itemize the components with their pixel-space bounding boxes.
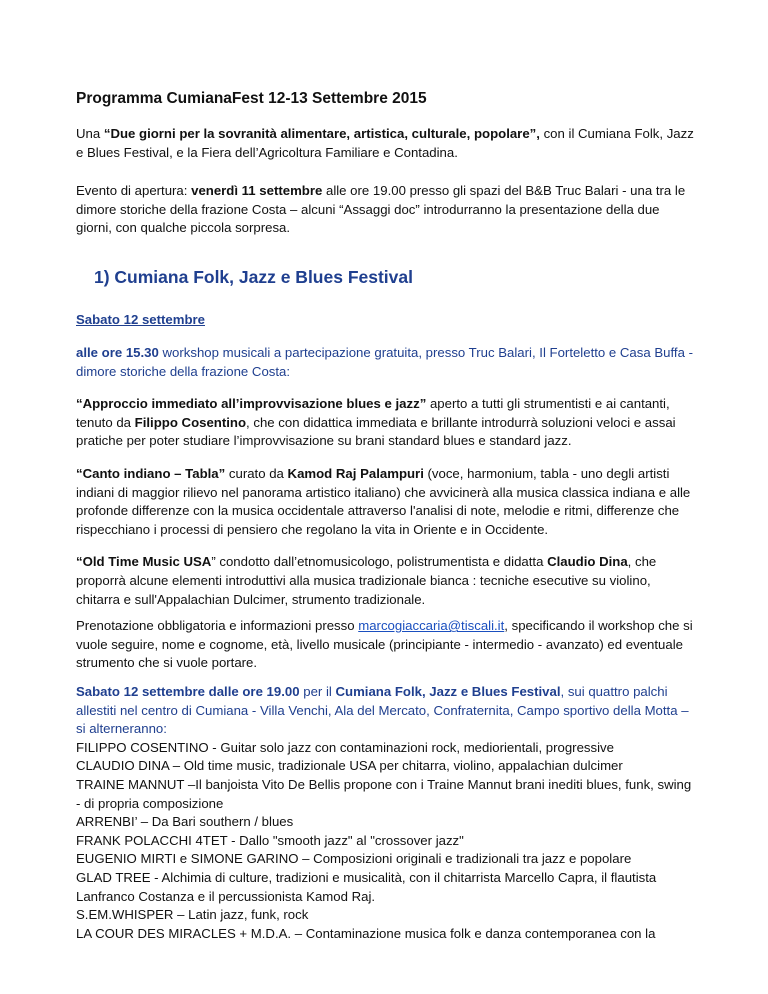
festival-name: Cumiana Folk, Jazz e Blues Festival <box>335 684 561 699</box>
workshop-teacher: Kamod Raj Palampuri <box>287 465 424 481</box>
workshop-item <box>76 553 696 609</box>
section-subheading: Sabato 12 settembre <box>76 312 205 327</box>
workshops-time: alle ore 15.30 <box>76 345 159 360</box>
lineup-item: ARRENBI’ – Da Bari southern / blues <box>76 814 294 830</box>
booking-email-link[interactable]: marcogiaccaria@tiscali.it <box>358 618 505 634</box>
workshop-mid: aperto a tutti gli strumentisti e ai cantanti, tenuto da <box>76 396 670 430</box>
lineup-list <box>76 739 696 944</box>
workshop-desc: , che con didattica immediata e brillante introdurrà soluzioni veloci e assai pratiche per poter studiare l’improvvisazione su brani standard blues e standard jazz. <box>76 414 676 449</box>
workshop-teacher: Filippo Cosentino <box>134 414 247 430</box>
lineup-item: FRANK POLACCHI 4TET - Dallo "smooth jazz" al "crossover jazz" <box>76 832 464 848</box>
workshops-desc: workshop musicali a partecipazione gratuita, presso Truc Balari, Il Forteletto e Casa Buffa - dimore storiche della frazione Costa: <box>76 345 693 379</box>
opening-date: venerdì 11 settembre <box>191 183 323 198</box>
booking-paragraph <box>76 617 696 673</box>
section-heading: 1) Cumiana Folk, Jazz e Blues Festival <box>94 267 413 287</box>
opening-post: alle ore 19.00 presso gli spazi del B&B Truc Balari - una tra le dimore storiche della frazione Costa – alcuni “Assaggi doc” introdurranno la presentazione della due giorni, con qualche piccola sorpresa. <box>76 183 686 236</box>
page-title: Programma CumianaFest 12-13 Settembre 2015 <box>76 90 427 107</box>
workshop-desc: (voce, harmonium, tabla - uno degli artisti indiani di maggior rilievo nel panorama artistico italiano) che avvicinerà alla musica classica indiana e alle profonde differenze con la musica occidentale attraverso l'analisi di note, melodie e ritmi, differenze che rispecchiano i processi di pensiero che regolano la vita in Oriente e in Occidente. <box>76 465 691 537</box>
workshop-item <box>76 395 696 451</box>
lineup-item: TRAINE MANNUT –Il banjoista Vito De Bellis propone con i Traine Mannut brani inediti blues, funk, swing - di propria composizione <box>76 776 692 811</box>
booking-pre: Prenotazione obbligatoria e informazioni presso <box>76 618 359 634</box>
lineup-item: EUGENIO MIRTI e SIMONE GARINO – Composizioni originali e tradizionali tra jazz e popolare <box>76 851 632 867</box>
workshop-title: “Approccio immediato all’improvvisazione blues e jazz” <box>76 396 427 412</box>
intro-pre: Una <box>76 126 104 141</box>
lineup-item: LA COUR DES MIRACLES + M.D.A. – Contaminazione musica folk e danza contemporanea con la <box>76 925 656 941</box>
lineup-item: S.EM.WHISPER – Latin jazz, funk, rock <box>76 907 309 923</box>
intro-post: con il Cumiana Folk, Jazz e Blues Festival, e la Fiera dell’Agricoltura Familiare e Contadina. <box>76 126 694 160</box>
workshops-block <box>76 344 696 673</box>
festival-block <box>76 683 696 943</box>
workshop-title: “Canto indiano – Tabla” <box>76 465 226 481</box>
lineup-item: CLAUDIO DINA – Old time music, tradizionale USA per chitarra, violino, appalachian dulcimer <box>76 758 623 774</box>
lineup-item: FILIPPO COSENTINO - Guitar solo jazz con contaminazioni rock, mediorientali, progressive <box>76 739 614 755</box>
opening-event-paragraph <box>76 182 696 238</box>
workshop-item <box>76 465 696 539</box>
festival-when: Sabato 12 settembre dalle ore 19.00 <box>76 684 300 699</box>
intro-paragraph <box>76 125 696 162</box>
festival-intro <box>76 683 696 739</box>
intro-quote: “Due giorni per la sovranità alimentare, artistica, culturale, popolare”, <box>103 126 540 141</box>
workshops-intro <box>76 344 696 381</box>
lineup-item: GLAD TREE - Alchimia di culture, tradizioni e musicalità, con il chitarrista Marcello Capra, il flautista Lanfranco Costanza e il percussionista Kamod Raj. <box>76 869 657 904</box>
opening-pre: Evento di apertura: <box>76 183 192 198</box>
workshop-teacher: Claudio Dina <box>547 554 628 570</box>
workshop-title: “Old Time Music USA <box>76 554 212 570</box>
workshop-mid: curato da <box>225 465 288 481</box>
booking-post: , specificando il workshop che si vuole seguire, nome e cognome, età, livello musicale (principiante - intermedio - avanzato) ed eventuale strumento che si vuole portare. <box>76 618 693 671</box>
workshop-mid: ” condotto dall’etnomusicologo, polistrumentista e didatta <box>211 554 548 570</box>
workshop-desc: , che proporrà alcune elementi introduttivi alla musica tradizionale bianca : tecniche esecutive su violino, chitarra e sull'Appalachian Dulcimer, strumento tradizionale. <box>76 554 657 607</box>
festival-pre: per il <box>299 684 336 699</box>
festival-post: , sui quattro palchi allestiti nel centro di Cumiana - Villa Venchi, Ala del Mercato, Confraternita, Campo sportivo della Motta – si alterneranno: <box>76 684 689 737</box>
